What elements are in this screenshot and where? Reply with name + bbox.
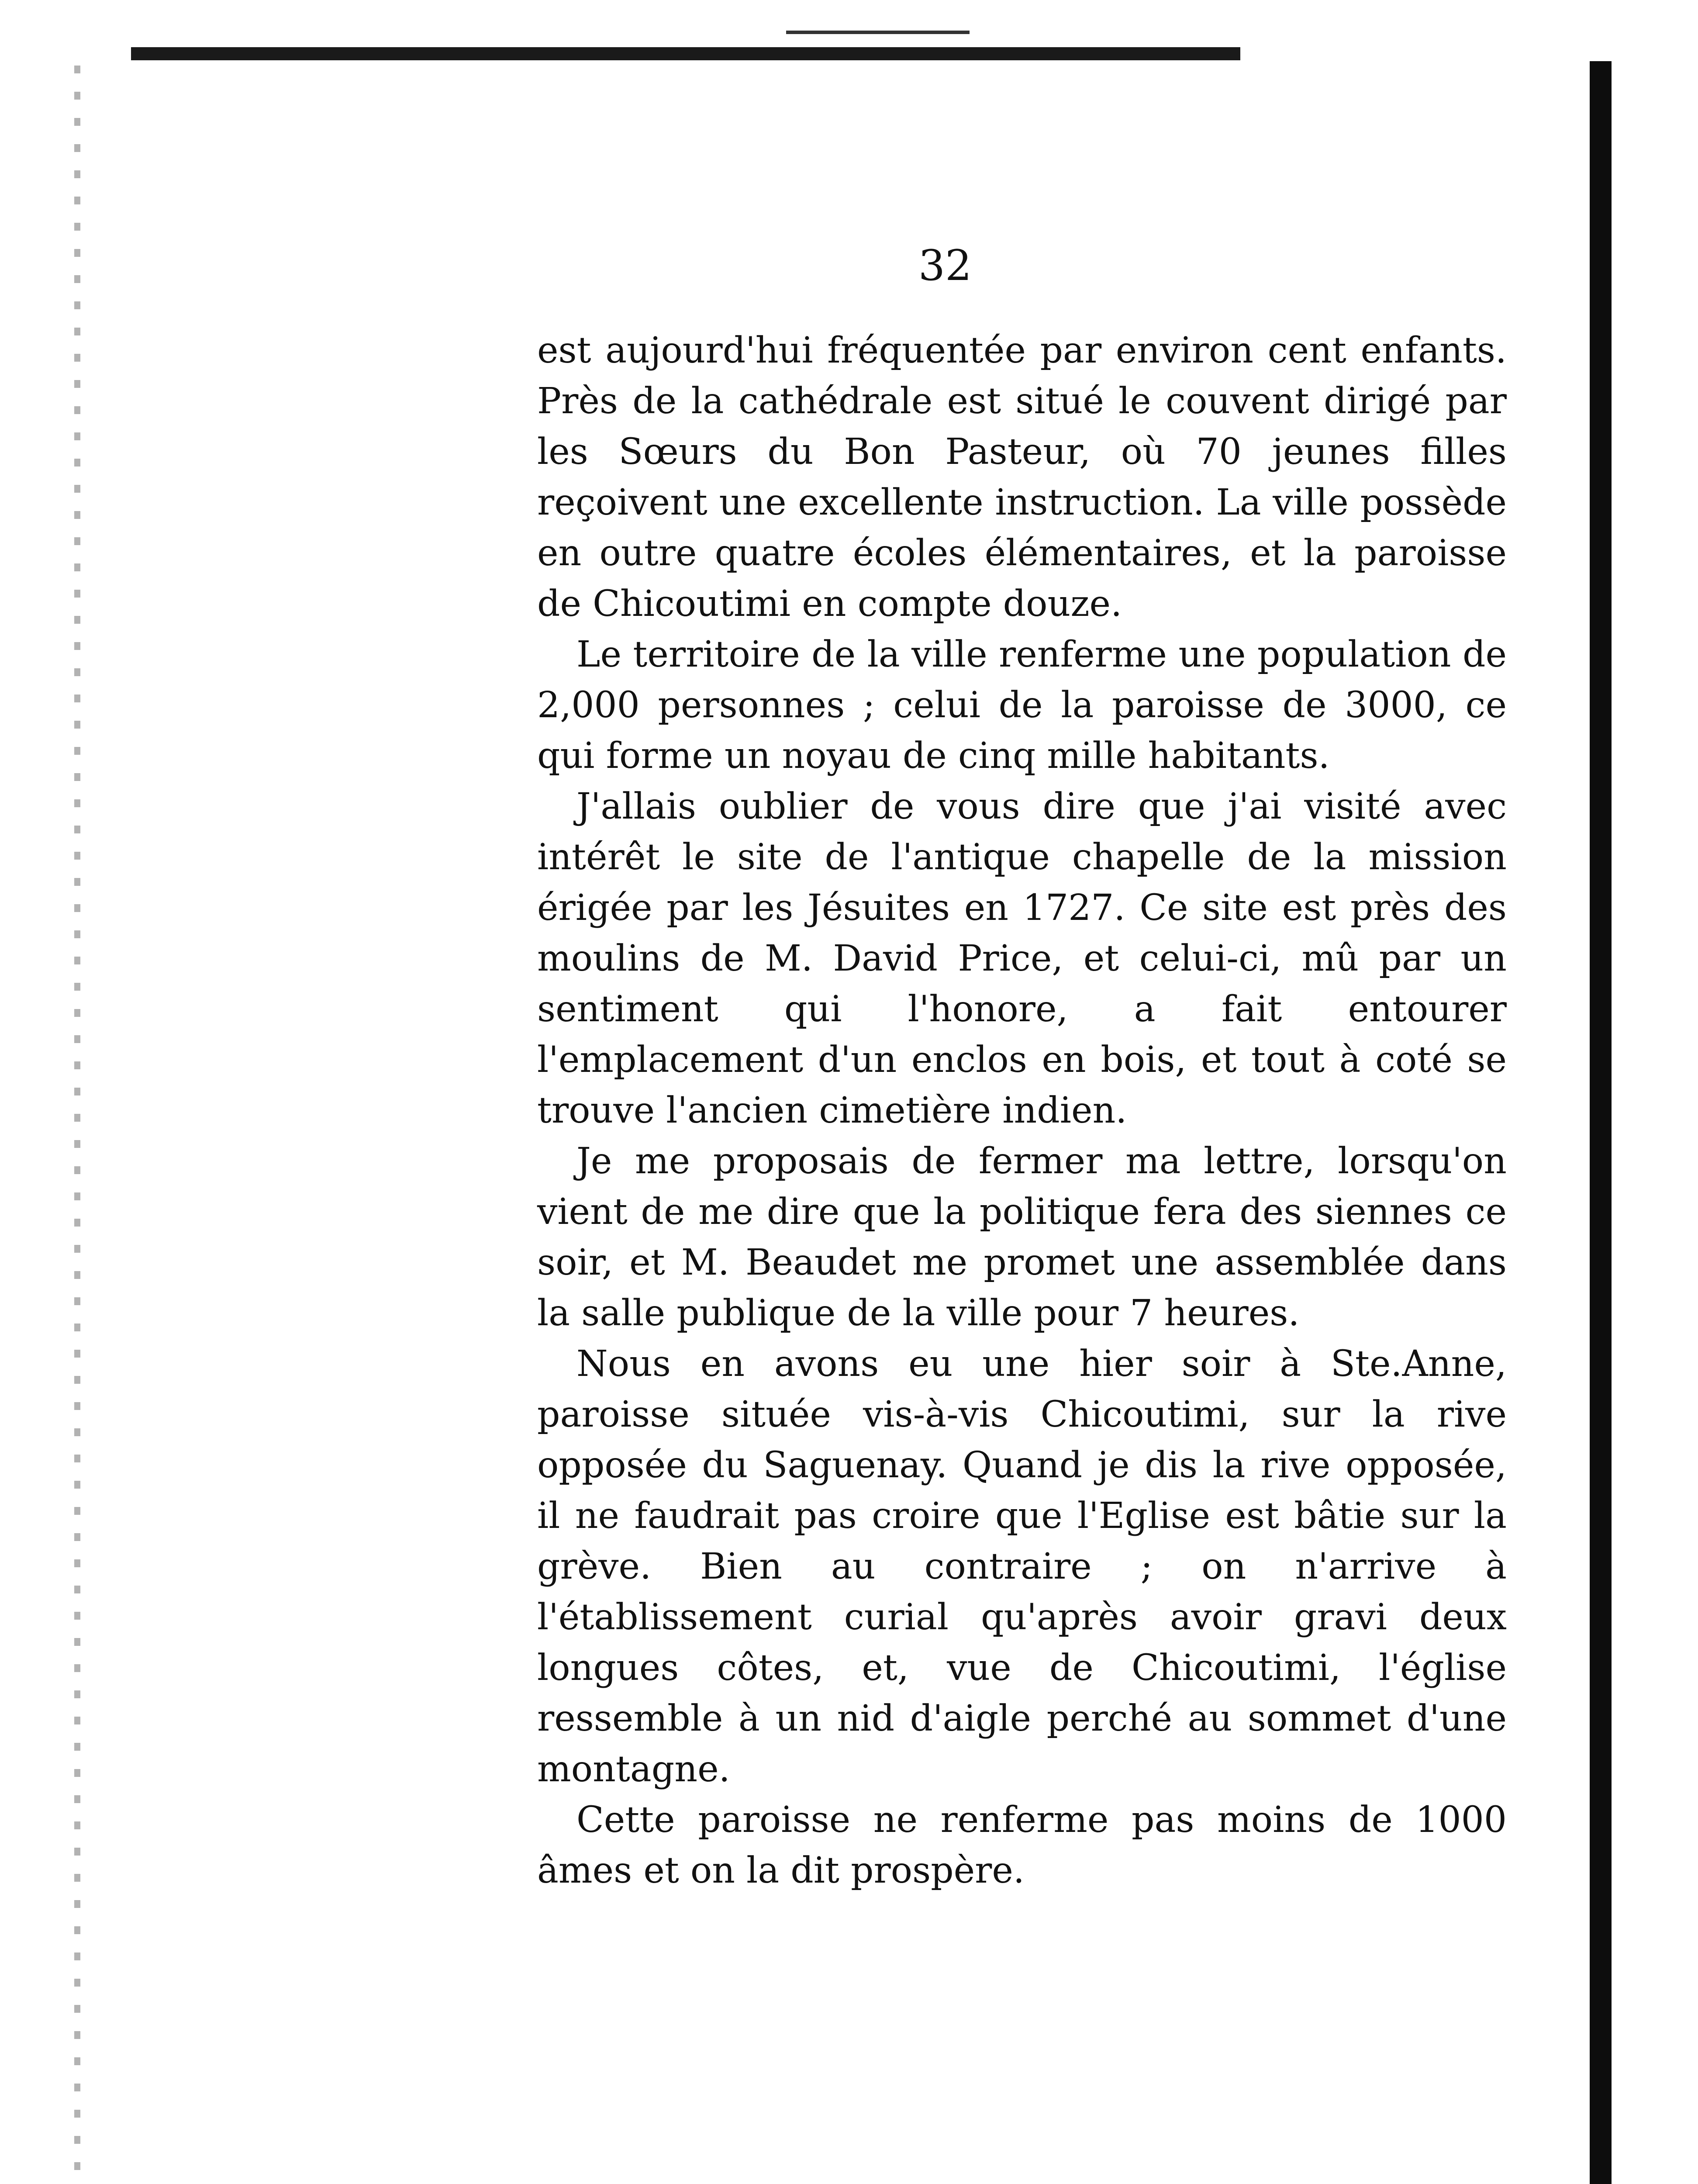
scan-artifact-left-edge: [74, 66, 80, 2184]
paragraph-2: Le territoire de la ville renferme une population de 2,000 personnes ; celui de la paroisse de 3000, ce qui forme un noyau de cinq mille habitants.: [537, 634, 1507, 777]
paragraph-5: Nous en avons eu une hier soir à Ste.Anne, paroisse située vis-à-vis Chicoutimi, sur la rive opposée du Saguenay. Quand je dis la rive opposée, il ne faudrait pas croire que l'Eglise est bâtie sur la grève. Bien au contraire ; on n'arrive à l'établissement curial qu'après avoir gravi deux longues côtes, et, vue de Chicoutimi, l'église ressemble à un nid d'aigle perché au sommet d'une montagne.: [537, 1343, 1507, 1790]
scan-artifact-top-rule: [131, 47, 1240, 60]
paragraph-1: est aujourd'hui fréquentée par environ cent enfants. Près de la cathédrale est situé le couvent dirigé par les Sœurs du Bon Pasteur, où 70 jeunes filles reçoivent une excellente instruction. La ville possède en outre quatre écoles élémentaires, et la paroisse de Chicoutimi en compte douze.: [537, 330, 1507, 625]
page-number: 32: [918, 241, 972, 290]
body-text: [537, 325, 1507, 1896]
paragraph-3: J'allais oublier de vous dire que j'ai visité avec intérêt le site de l'antique chapelle de la mission érigée par les Jésuites en 1727. Ce site est près des moulins de M. David Price, et celui-ci, mû par un sentiment qui l'honore, a fait entourer l'emplacement d'un enclos en bois, et tout à coté se trouve l'ancien cimetière indien.: [537, 786, 1507, 1131]
scan-artifact-right-bar: [1590, 61, 1612, 2184]
scan-artifact-top-thin-rule: [786, 31, 970, 34]
paragraph-4: Je me proposais de fermer ma lettre, lorsqu'on vient de me dire que la politique fera des siennes ce soir, et M. Beaudet me promet une assemblée dans la salle publique de la ville pour 7 heures.: [537, 1140, 1507, 1334]
paragraph-6: Cette paroisse ne renferme pas moins de 1000 âmes et on la dit prospère.: [537, 1799, 1507, 1891]
